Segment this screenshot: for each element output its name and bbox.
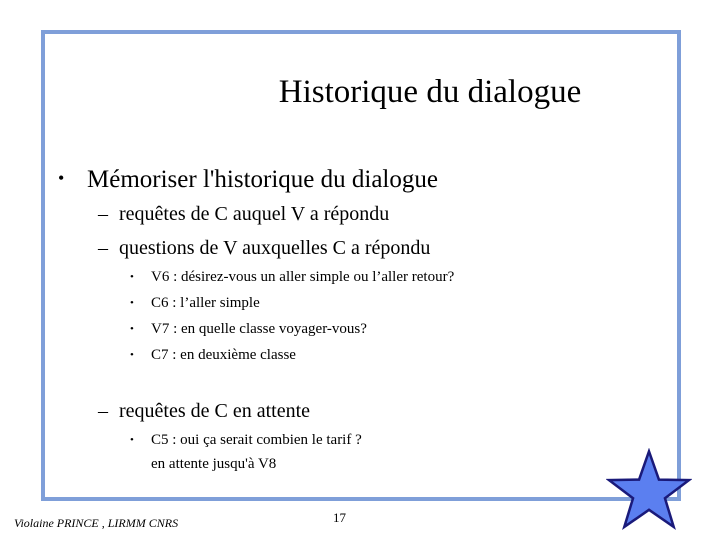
sub-point-text: questions de V auxquelles C a répondu [119, 237, 431, 259]
exchange-item-3 [130, 319, 367, 339]
main-bullet [58, 162, 438, 196]
exchange-text: V6 : désirez-vous un aller simple ou l’aller retour? [151, 269, 455, 285]
page-number: 17 [333, 510, 346, 525]
footer-author: Violaine PRINCE , LIRMM CNRS [14, 516, 179, 530]
slide-title [0, 72, 720, 112]
exchange-text: C6 : l’aller simple [151, 295, 260, 311]
bullet-marker: • [130, 323, 134, 335]
star-icon [606, 448, 692, 532]
sub-point-text: requêtes de C auquel V a répondu [119, 203, 390, 225]
dash-marker: – [98, 203, 108, 225]
exchange-text: C7 : en deuxième classe [151, 347, 296, 363]
bullet-marker: • [130, 271, 134, 283]
bullet-marker: • [130, 349, 134, 361]
star-shape [609, 451, 689, 527]
pending-item-1 [130, 430, 362, 450]
main-bullet-text: Mémoriser l'historique du dialogue [87, 166, 438, 193]
pending-point [98, 398, 310, 424]
bullet-marker: • [58, 168, 65, 188]
bullet-marker: • [130, 297, 134, 309]
exchange-item-4 [130, 345, 296, 365]
pending-item-text: C5 : oui ça serait combien le tarif ? [151, 432, 362, 448]
pending-point-text: requêtes de C en attente [119, 400, 311, 422]
exchange-text: V7 : en quelle classe voyager-vous? [151, 321, 367, 337]
exchange-item-1 [130, 267, 454, 287]
dash-marker: – [98, 400, 108, 422]
pending-continuation: en attente jusqu'à V8 [151, 456, 277, 472]
slide-title-text: Historique du dialogue [278, 74, 582, 110]
exchange-item-2 [130, 293, 260, 313]
dash-marker: – [98, 237, 108, 259]
sub-point-1 [98, 201, 389, 227]
sub-point-2 [98, 235, 430, 261]
bullet-marker: • [130, 434, 134, 446]
